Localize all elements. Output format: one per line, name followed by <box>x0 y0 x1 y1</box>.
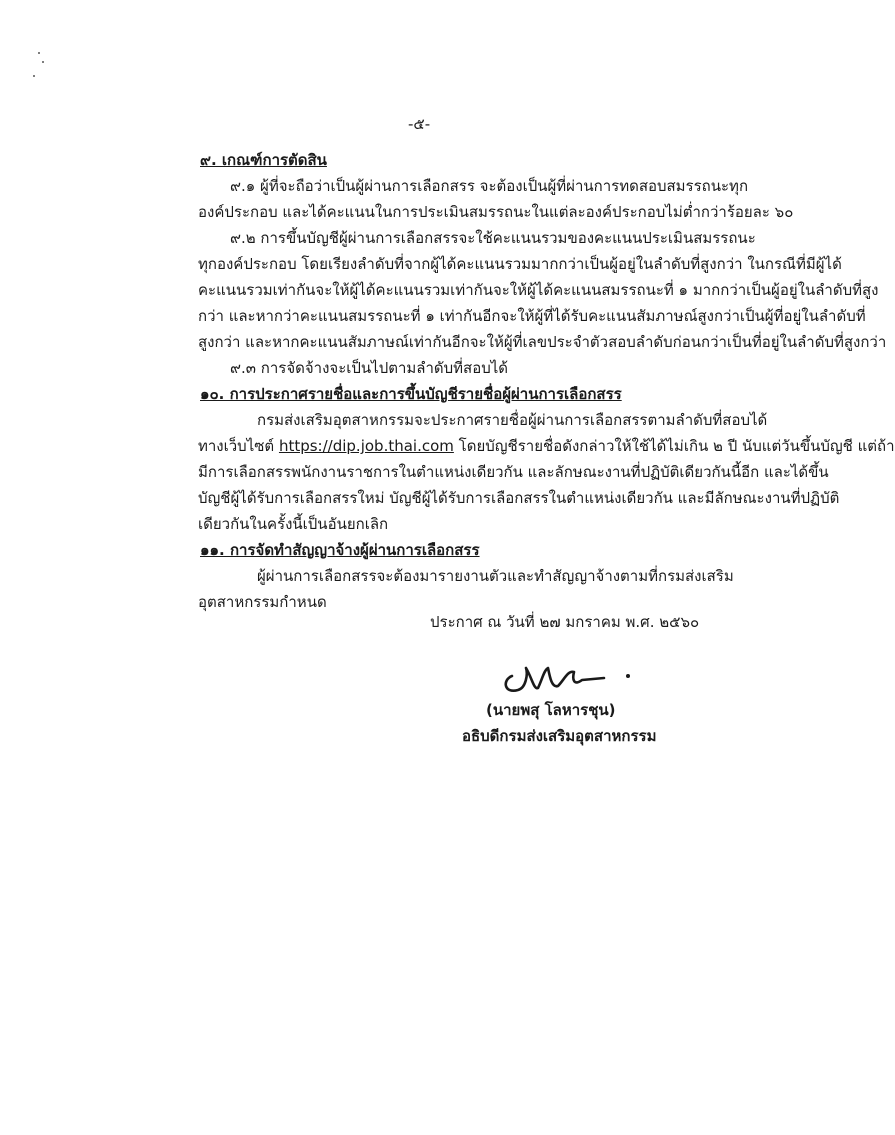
scan-speck <box>38 52 40 54</box>
section-10-line-2 <box>198 436 895 456</box>
signatory-title: อธิบดีกรมส่งเสริมอุตสาหกรรม <box>462 727 657 745</box>
section-9-2-line-5: สูงกว่า และหากคะแนนสัมภาษณ์เท่ากันอีกจะให้ผู้ที่เลขประจำตัวสอบลำดับก่อนกว่าเป็นที่อยู่ในลำดับที่สูงกว่า <box>198 333 887 351</box>
website-link[interactable]: https://dip.job.thai.com <box>278 437 454 455</box>
section-9-2-line-2: ทุกองค์ประกอบ โดยเรียงลำดับที่จากผู้ได้คะแนนรวมมากกว่าเป็นผู้อยู่ในลำดับที่สูงกว่า ในกรณีที่มีผู้ได้ <box>198 255 842 273</box>
page-number: -๕- <box>408 115 431 133</box>
section-10-line-1: กรมส่งเสริมอุตสาหกรรมจะประกาศรายชื่อผู้ผ่านการเลือกสรรตามลำดับที่สอบได้ <box>257 411 768 429</box>
announcement-date: ประกาศ ณ วันที่ ๒๗ มกราคม พ.ศ. ๒๕๖๐ <box>430 613 700 631</box>
section-9-1-line-2: องค์ประกอบ และได้คะแนนในการประเมินสมรรถนะในแต่ละองค์ประกอบไม่ต่ำกว่าร้อยละ ๖๐ <box>198 203 794 221</box>
section-9-1-line-1: ๙.๑ ผู้ที่จะถือว่าเป็นผู้ผ่านการเลือกสรร จะต้องเป็นผู้ที่ผ่านการทดสอบสมรรถนะทุก <box>230 177 749 195</box>
section-10-line-2-prefix: ทางเว็บไซต์ <box>198 437 275 455</box>
section-11-line-1: ผู้ผ่านการเลือกสรรจะต้องมารายงานตัวและทำสัญญาจ้างตามที่กรมส่งเสริม <box>257 567 734 585</box>
section-10-line-2-suffix: โดยบัญชีรายชื่อดังกล่าวให้ใช้ได้ไม่เกิน ๒ ปี นับแต่วันขึ้นบัญชี แต่ถ้า <box>458 437 895 455</box>
section-9-2-line-1: ๙.๒ การขึ้นบัญชีผู้ผ่านการเลือกสรรจะใช้คะแนนรวมของคะแนนประเมินสมรรถนะ <box>230 229 756 247</box>
section-11-heading: ๑๑. การจัดทำสัญญาจ้างผู้ผ่านการเลือกสรร <box>200 541 480 559</box>
section-11-line-2: อุตสาหกรรมกำหนด <box>198 593 327 611</box>
section-10-line-4: บัญชีผู้ได้รับการเลือกสรรใหม่ บัญชีผู้ได้รับการเลือกสรรในตำแหน่งเดียวกัน และมีลักษณะงานที่ปฏิบัติ <box>198 489 840 507</box>
signature-mark <box>498 650 638 700</box>
scan-speck <box>33 75 35 77</box>
scan-speck <box>42 61 44 63</box>
section-9-2-line-4: กว่า และหากว่าคะแนนสมรรถนะที่ ๑ เท่ากันอีกจะให้ผู้ที่ได้รับคะแนนสัมภาษณ์สูงกว่าเป็นผู้ที่อยู่ในลำดับที่ <box>198 307 866 325</box>
section-9-heading: ๙. เกณฑ์การตัดสิน <box>200 151 327 169</box>
signatory-name: (นายพสุ โลหารชุน) <box>486 701 616 719</box>
section-10-line-3: มีการเลือกสรรพนักงานราชการในตำแหน่งเดียวกัน และลักษณะงานที่ปฏิบัติเดียวกันนี้อีก และได้ขึ้น <box>198 463 829 481</box>
section-9-2-line-3: คะแนนรวมเท่ากันจะให้ผู้ได้คะแนนรวมเท่ากันจะให้ผู้ได้คะแนนสมรรถนะที่ ๑ มากกว่าเป็นผู้อยู่ในลำดับที่สูง <box>198 281 879 299</box>
section-10-heading: ๑๐. การประกาศรายชื่อและการขึ้นบัญชีรายชื่อผู้ผ่านการเลือกสรร <box>200 385 622 403</box>
section-10-line-5: เดียวกันในครั้งนี้เป็นอันยกเลิก <box>198 515 389 533</box>
section-9-3-line-1: ๙.๓ การจัดจ้างจะเป็นไปตามลำดับที่สอบได้ <box>230 359 509 377</box>
